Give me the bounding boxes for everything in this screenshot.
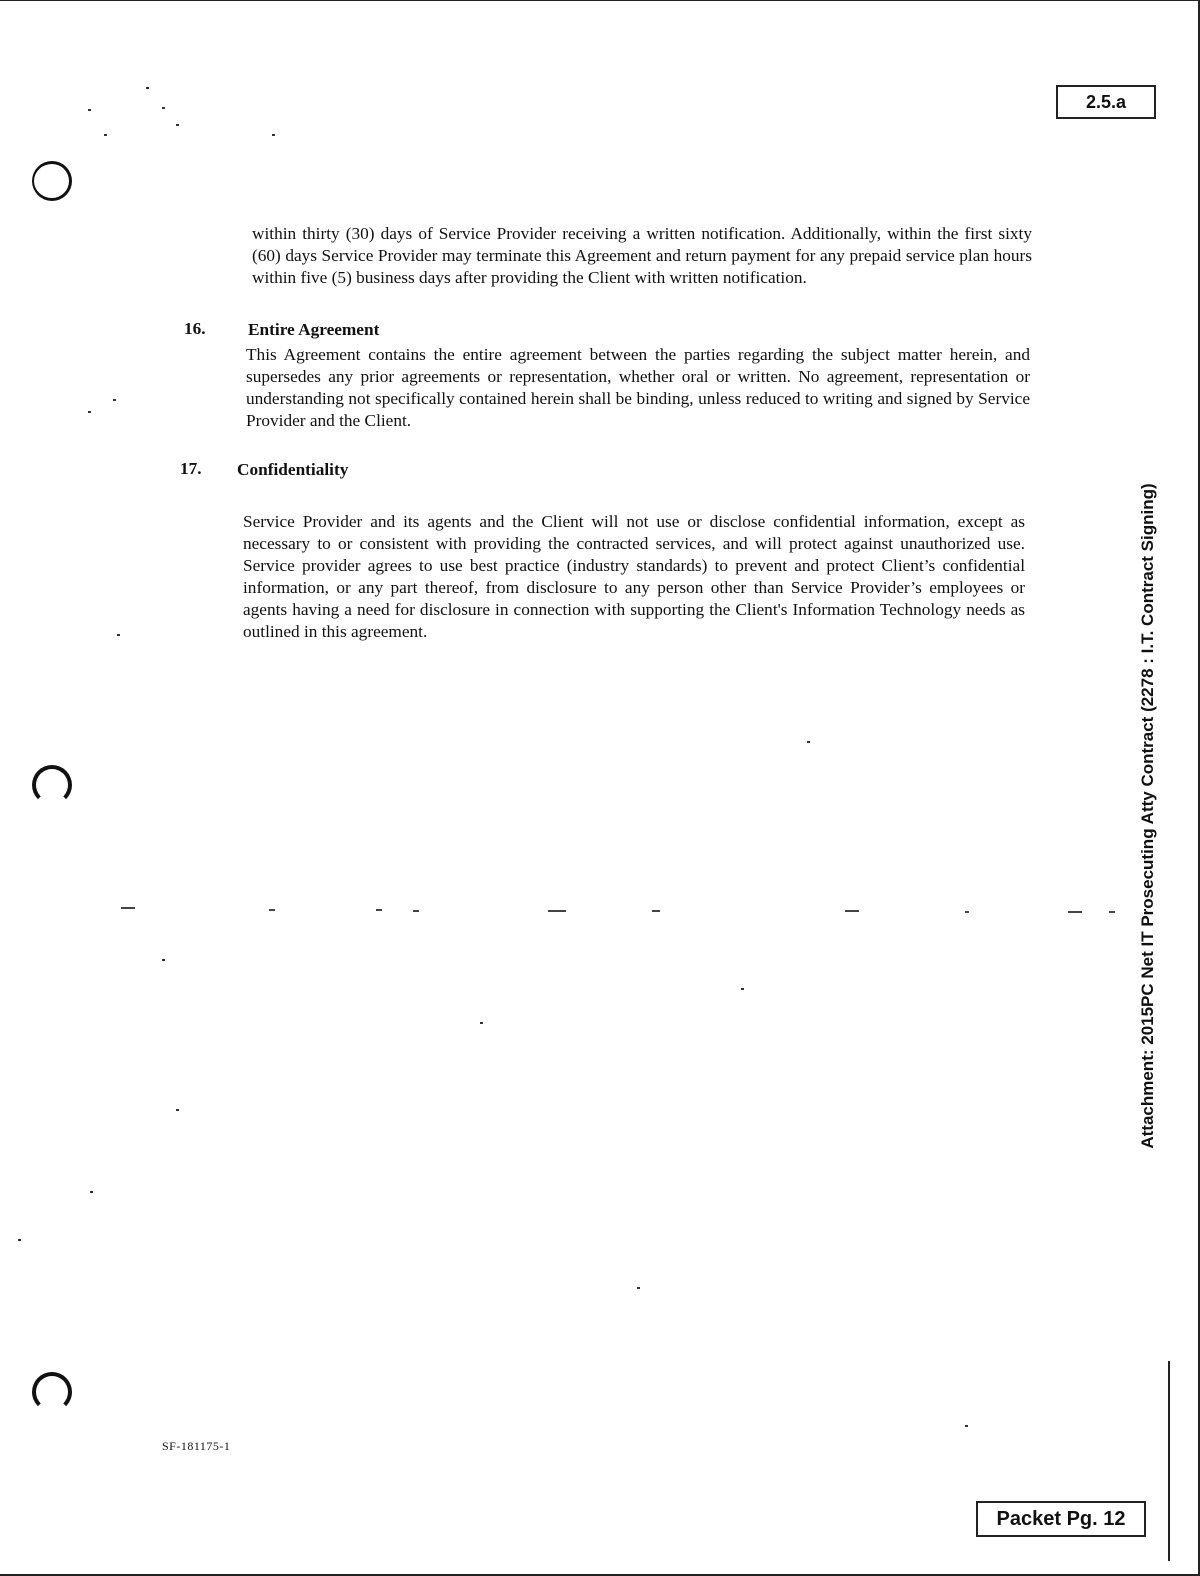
- scan-speck: [176, 124, 179, 126]
- scan-speck: [1109, 911, 1115, 913]
- scan-speck: [146, 87, 149, 89]
- scan-speck: [741, 988, 744, 990]
- document-id: SF-181175-1: [162, 1439, 231, 1453]
- scan-speck: [113, 399, 116, 401]
- section-16-text: This Agreement contains the entire agreement between the parties regarding the subject matter herein, and supersedes any prior agreements or representation, whether oral or written. No agreement, representation or understanding not specifically contained herein shall be binding, unless reduced to writing and signed by Service Provider and the Client.: [246, 345, 1030, 430]
- scan-speck: [269, 909, 275, 911]
- scan-speck: [104, 134, 107, 136]
- scan-speck: [652, 910, 660, 912]
- margin-rule: [1168, 1361, 1170, 1561]
- scan-speck: [272, 134, 275, 136]
- packet-page-label: Packet Pg. 12: [976, 1501, 1146, 1537]
- scan-speck: [845, 910, 859, 912]
- attachment-tag: 2.5.a: [1056, 85, 1156, 119]
- scan-speck: [965, 911, 969, 913]
- punch-hole-icon: [32, 1372, 72, 1412]
- scan-speck: [18, 1239, 21, 1241]
- scan-speck: [807, 741, 810, 743]
- scan-speck: [637, 1287, 640, 1289]
- scan-speck: [413, 910, 419, 912]
- scan-speck: [121, 907, 135, 909]
- continuation-paragraph: within thirty (30) days of Service Provider receiving a written notification. Additionally, within the first sixty (60) days Service Provider may terminate this Agreement and return payment for any prepaid service plan hours within five (5) business days after providing the Client with written notification.: [252, 224, 1032, 287]
- punch-hole-icon: [32, 765, 72, 805]
- scan-speck: [88, 411, 91, 413]
- scan-speck: [965, 1425, 968, 1427]
- attachment-side-label: Attachment: 2015PC Net IT Prosecuting Atty Contract (2278 : I.T. Contract Signing): [1138, 483, 1157, 1149]
- scan-speck: [162, 107, 165, 109]
- section-17-number: 17.: [180, 459, 202, 478]
- scan-speck: [88, 109, 91, 111]
- scan-speck: [90, 1191, 93, 1193]
- scan-speck: [376, 909, 382, 911]
- section-17-title: Confidentiality: [237, 460, 349, 479]
- section-16-title: Entire Agreement: [248, 320, 380, 339]
- scan-speck: [480, 1022, 483, 1024]
- scan-speck: [117, 634, 120, 636]
- section-17-text: Service Provider and its agents and the Client will not use or disclose confidential information, except as necessary to or consistent with providing the contracted services, and will protect against unauthorized use. Service provider agrees to use best practice (industry standards) to prevent and protect Client’s confidential information, or any part thereof, from disclosure to any person other than Service Provider’s employees or agents having a need for disclosure in connection with supporting the Client's Information Technology needs as outlined in this agreement.: [243, 512, 1025, 641]
- punch-hole-icon: [32, 161, 72, 201]
- scan-speck: [1068, 911, 1082, 913]
- section-16-number: 16.: [184, 319, 206, 338]
- scan-speck: [548, 910, 566, 912]
- scan-speck: [162, 959, 165, 961]
- scan-speck: [176, 1109, 179, 1111]
